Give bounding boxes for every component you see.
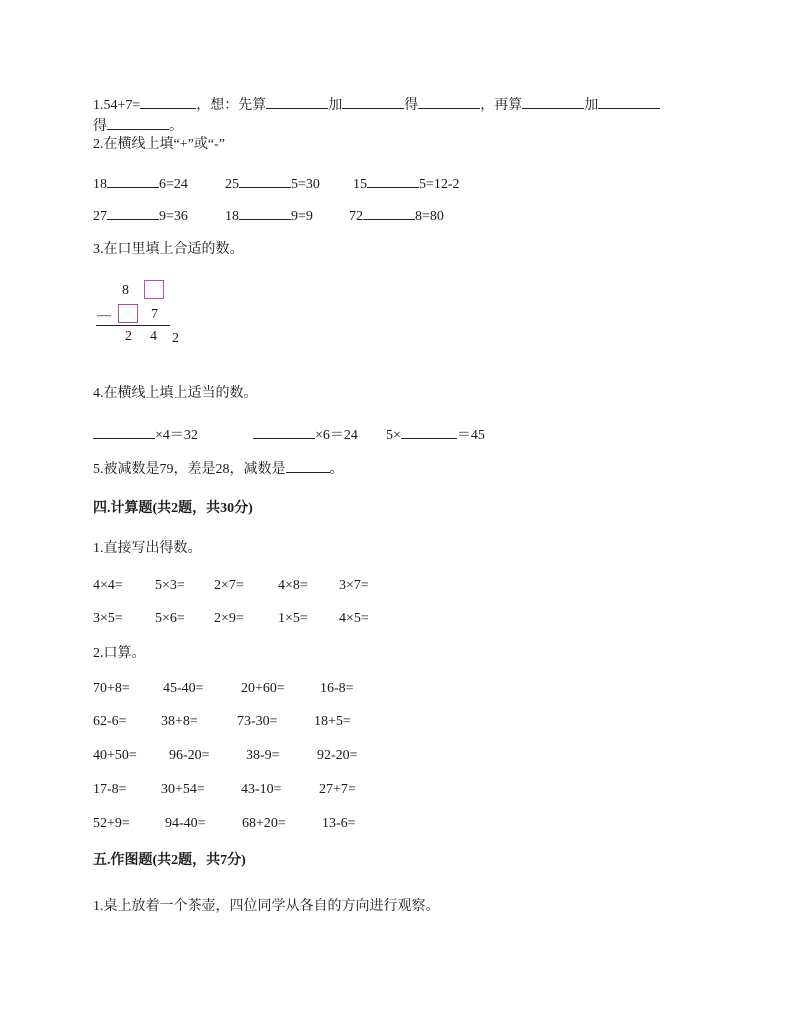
q2-operand: 18: [225, 209, 239, 224]
calc-item: 62-6=: [93, 714, 127, 729]
q2-operand: 6=24: [159, 177, 188, 192]
calc-item: 27+7=: [319, 782, 356, 797]
q4-blank-3[interactable]: [401, 424, 457, 439]
q2-sign-blank[interactable]: [239, 205, 291, 220]
q1-think: ，想：先算: [196, 98, 267, 113]
q3-answer-box-top[interactable]: [144, 280, 164, 299]
calc-item: 18+5=: [314, 714, 351, 729]
q1-fourth-addend-blank[interactable]: [598, 94, 660, 109]
q1-second-addend-blank[interactable]: [342, 94, 404, 109]
calc-item: 68+20=: [242, 816, 286, 831]
section4-p1-row-1: [93, 577, 369, 595]
calc-item: 4×5=: [339, 611, 369, 626]
q3-title: 3.在口里填上合适的数。: [93, 242, 244, 257]
q3-stray-digit: 2: [172, 331, 179, 346]
calc-item: 70+8=: [93, 681, 130, 696]
calc-item: 92-20=: [317, 748, 358, 763]
calc-item: 3×7=: [339, 578, 369, 593]
q3-minus-sign: —: [97, 308, 111, 323]
q1-line2: [93, 115, 183, 136]
section5-p1-text: 1.桌上放着一个茶壶，四位同学从各自的方向进行观察。: [93, 899, 440, 914]
q3-top-digit: 8: [122, 283, 129, 298]
calc-item: 2×7=: [214, 578, 244, 593]
q1-get1: 得: [404, 98, 419, 113]
q4-text: ×6＝24: [315, 428, 358, 443]
q2-title: 2.在横线上填“+”或“-”: [93, 137, 225, 152]
q3-result-digit-tens: 2: [125, 329, 132, 344]
q1-answer-blank[interactable]: [140, 94, 196, 109]
q2-item: [353, 173, 460, 194]
section4-p2-row-1: [93, 680, 354, 698]
calc-item: 96-20=: [169, 748, 210, 763]
q1-line1: [93, 94, 660, 115]
calc-item: 17-8=: [93, 782, 127, 797]
q4-blank-1[interactable]: [93, 424, 155, 439]
calc-item: 1×5=: [278, 611, 308, 626]
calc-item: 94-40=: [165, 816, 206, 831]
q2-item: [225, 173, 353, 194]
q4-text: 5×: [386, 428, 401, 443]
calc-item: 38-9=: [246, 748, 280, 763]
q2-item: [93, 205, 225, 226]
section4-p1-row-2: [93, 610, 369, 628]
section4-p1-title: 1.直接写出得数。: [93, 541, 202, 556]
q2-operand: 8=80: [415, 209, 444, 224]
calc-item: 13-6=: [322, 816, 356, 831]
calc-item: 5×6=: [155, 611, 185, 626]
section4-heading: 四.计算题(共2题，共30分): [93, 501, 253, 516]
section4-p2-row-3: [93, 747, 358, 765]
q2-sign-blank[interactable]: [367, 173, 419, 188]
q2-item: [93, 173, 225, 194]
q4-blank-2[interactable]: [253, 424, 315, 439]
q2-operand: 5=30: [291, 177, 320, 192]
q1-final-sum-blank[interactable]: [107, 115, 169, 130]
q2-item: [225, 205, 349, 226]
q1-first-sum-blank[interactable]: [418, 94, 480, 109]
q1-plus1: 加: [328, 98, 343, 113]
section4-p2-title: 2.口算。: [93, 646, 146, 661]
q1-prefix: 1.54+7=: [93, 98, 141, 113]
q3-result-digit-ones: 4: [150, 329, 157, 344]
q5-line: [93, 458, 344, 479]
q5-text: 5.被减数是79，差是28，减数是: [93, 462, 286, 477]
q4-item-1: [93, 424, 253, 445]
calc-item: 2×9=: [214, 611, 244, 626]
q2-operand: 18: [93, 177, 107, 192]
q2-operand: 15: [353, 177, 367, 192]
calc-item: 45-40=: [163, 681, 204, 696]
q4-items: [93, 424, 485, 445]
q2-operand: 27: [93, 209, 107, 224]
calc-item: 43-10=: [241, 782, 282, 797]
calc-item: 4×8=: [278, 578, 308, 593]
q1-end: 。: [169, 119, 183, 134]
q2-operand: 9=9: [291, 209, 313, 224]
q4-text: ×4＝32: [155, 428, 198, 443]
q2-sign-blank[interactable]: [363, 205, 415, 220]
q3-result-line: [96, 325, 170, 326]
section5-heading: 五.作图题(共2题，共7分): [93, 853, 246, 868]
calc-item: 3×5=: [93, 611, 123, 626]
q2-sign-blank[interactable]: [107, 205, 159, 220]
calc-item: 52+9=: [93, 816, 130, 831]
q2-operand: 72: [349, 209, 363, 224]
q2-item: [349, 205, 444, 226]
calc-item: 4×4=: [93, 578, 123, 593]
q1-then: ，再算: [480, 98, 523, 113]
calc-item: 20+60=: [241, 681, 285, 696]
calc-item: 73-30=: [237, 714, 278, 729]
section4-p2-row-4: [93, 781, 356, 799]
q2-row-2: [93, 205, 444, 226]
q1-third-addend-blank[interactable]: [522, 94, 584, 109]
q2-operand: 25: [225, 177, 239, 192]
q4-item-3: [386, 424, 485, 445]
q2-operand: 5=12-2: [419, 177, 460, 192]
q3-mid-digit: 7: [151, 307, 158, 322]
q1-first-addend-blank[interactable]: [266, 94, 328, 109]
q5-end: 。: [329, 462, 344, 477]
q2-row-1: [93, 173, 460, 194]
calc-item: 30+54=: [161, 782, 205, 797]
calc-item: 40+50=: [93, 748, 137, 763]
q3-answer-box-bottom[interactable]: [118, 304, 138, 323]
calc-item: 5×3=: [155, 578, 185, 593]
q4-title: 4.在横线上填上适当的数。: [93, 386, 258, 401]
section4-p2-row-5: [93, 815, 356, 833]
section4-p2-row-2: [93, 713, 351, 731]
q2-sign-blank[interactable]: [107, 173, 159, 188]
q4-item-2: [253, 424, 386, 445]
q4-text: ＝45: [456, 428, 485, 443]
q2-operand: 9=36: [159, 209, 188, 224]
calc-item: 38+8=: [161, 714, 198, 729]
calc-item: 16-8=: [320, 681, 354, 696]
q1-get2: 得: [93, 119, 107, 134]
q1-plus2: 加: [584, 98, 599, 113]
q2-sign-blank[interactable]: [239, 173, 291, 188]
q5-answer-blank[interactable]: [286, 458, 330, 473]
